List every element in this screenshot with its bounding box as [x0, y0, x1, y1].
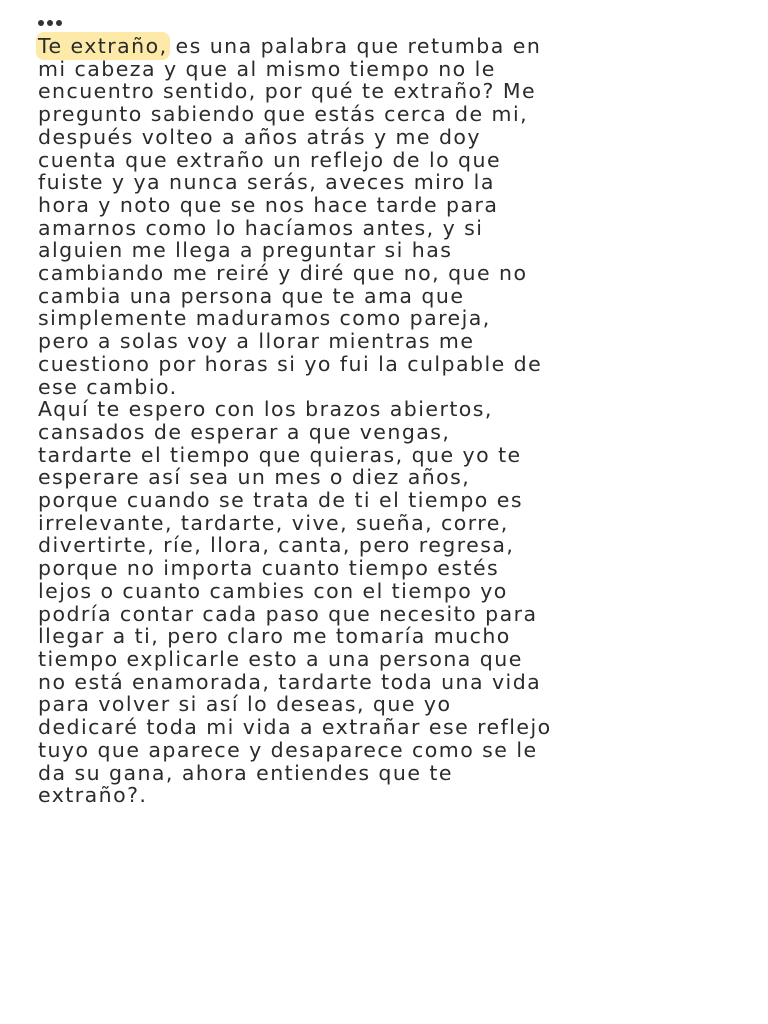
text-line: hora y noto que se nos hace tarde para	[38, 192, 499, 217]
text-line: fuiste y ya nunca serás, aveces miro la	[38, 170, 495, 195]
ellipsis-dot	[56, 20, 62, 26]
text-line: después volteo a años atrás y me doy	[38, 124, 481, 149]
text-line: porque cuando se trata de ti el tiempo es	[38, 488, 523, 513]
text-line: divertirte, ríe, llora, canta, pero regresa,	[38, 533, 515, 558]
text-line: llegar a ti, pero claro me tomaría mucho	[38, 624, 511, 649]
text-line: ese cambio.	[38, 374, 178, 399]
ellipsis-dot	[38, 20, 44, 26]
text-line: alguien me llega a preguntar si has	[38, 238, 453, 263]
text-line: esperare así sea un mes o diez años,	[38, 465, 471, 490]
ellipsis-dot	[47, 20, 53, 26]
text-line: pero a solas voy a llorar mientras me	[38, 329, 475, 354]
text-line: para volver si así lo deseas, que yo	[38, 692, 452, 717]
text-line: amarnos como lo hacíamos antes, y si	[38, 215, 484, 240]
story-text	[38, 35, 738, 807]
text-line: tiempo explicarle esto a una persona que	[38, 646, 523, 671]
text-line: es una palabra que retumba en	[167, 34, 542, 58]
text-line: podría contar cada paso que necesito para	[38, 601, 538, 626]
text-line: encuentro sentido, por qué te extraño? Me	[38, 79, 537, 104]
text-line: dedicaré toda mi vida a extrañar ese reflejo	[38, 715, 552, 740]
text-line: tardarte el tiempo que quieras, que yo te	[38, 442, 522, 467]
text-line: extraño?.	[38, 783, 148, 808]
text-line: porque no importa cuanto tiempo estés	[38, 556, 500, 581]
text-line: da su gana, ahora entiendes que te	[38, 760, 453, 785]
text-line: no está enamorada, tardarte toda una vida	[38, 669, 542, 694]
highlighted-phrase[interactable]: Te extraño,	[38, 34, 168, 58]
text-line: simplemente maduramos como pareja,	[38, 306, 491, 331]
text-line: pregunto sabiendo que estás cerca de mi,	[38, 102, 529, 127]
text-line: mi cabeza y que al mismo tiempo no le	[38, 56, 496, 81]
ellipsis-icon	[38, 20, 62, 26]
text-line: Aquí te espero con los brazos abiertos,	[38, 397, 493, 422]
text-line: cambia una persona que te ama que	[38, 283, 465, 308]
text-line: cuenta que extraño un reflejo de lo que	[38, 147, 502, 172]
text-line: tuyo que aparece y desaparece como se le	[38, 737, 538, 762]
text-line: cambiando me reiré y diré que no, que no	[38, 261, 528, 286]
text-line: cuestiono por horas si yo fui la culpable de	[38, 351, 543, 376]
text-line: lejos o cuanto cambies con el tiempo yo	[38, 578, 508, 603]
text-line: irrelevante, tardarte, vive, sueña, corre,	[38, 510, 509, 535]
text-line: cansados de esperar a que vengas,	[38, 419, 451, 444]
